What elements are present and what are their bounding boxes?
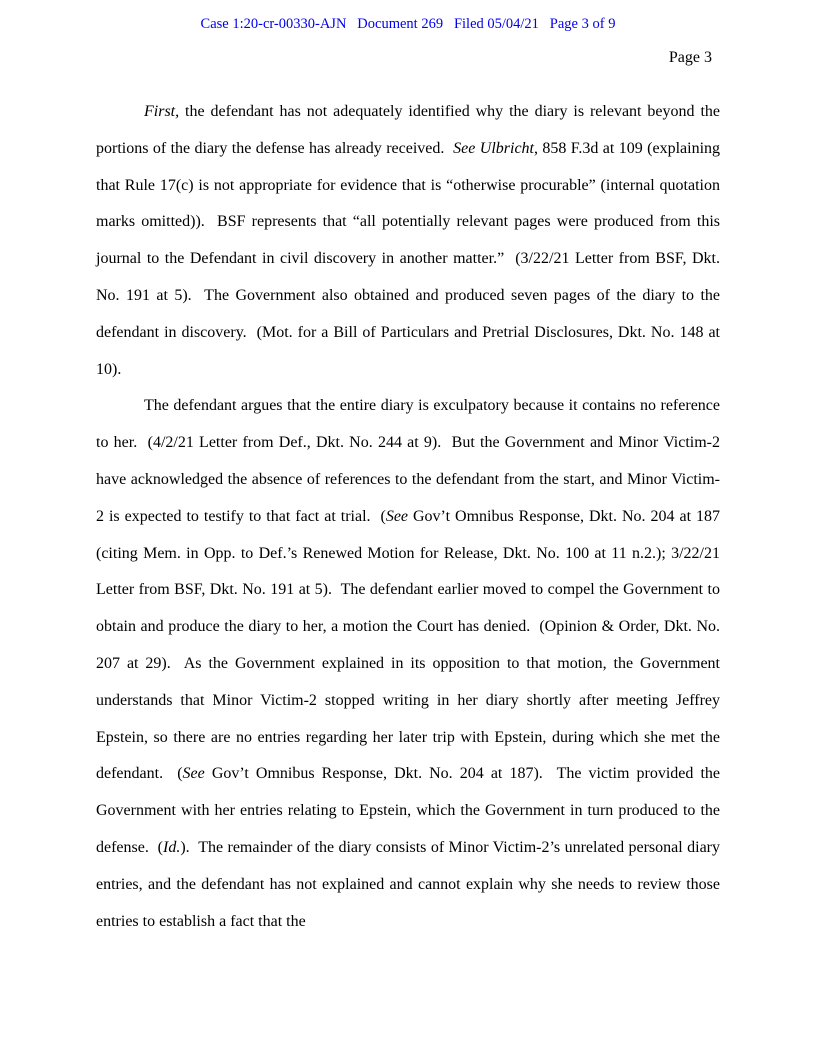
text-run-italic: First, — [144, 103, 180, 120]
document-body — [96, 94, 725, 940]
ecf-header-stamp: Case 1:20-cr-00330-AJN Document 269 Filed 05/04/21 Page 3 of 9 — [200, 16, 616, 32]
text-run: Gov’t Omnibus Response, Dkt. No. 204 at 187 (citing Mem. in Opp. to Def.’s Renewed Motion for Release, Dkt. No. 100 at 11 n.2.); 3/22/21 Letter from BSF, Dkt. No. 191 at 5). The defendant earlier moved to compel the Government to obtain and produce the diary to her, a motion the Court has denied. (Opinion & Order, Dkt. No. 207 at 29). As the Government explained in its opposition to that motion, the Government understands that Minor Victim-2 stopped writing in her diary shortly after meeting Jeffrey Epstein, so there are no entries regarding her later trip with Epstein, during which she met the defendant. ( — [96, 507, 725, 783]
text-run-italic: See — [182, 765, 205, 783]
text-run-italic: Id. — [163, 838, 181, 856]
text-run-italic: See Ulbricht — [453, 139, 534, 157]
text-run: , 858 F.3d at 109 (explaining that Rule 17(c) is not appropriate for evidence that is “otherwise procurable” (internal quotation marks omitted)). BSF represents that “all potentially relevant pages were produced from this journal to the Defendant in civil discovery in another matter.” (3/22/21 Letter from BSF, Dkt. No. 191 at 5). The Government also obtained and produced seven pages of the diary to the defendant in discovery. (Mot. for a Bill of Particulars and Pretrial Disclosures, Dkt. No. 148 at 10). — [96, 139, 725, 378]
paragraph — [96, 94, 725, 388]
text-run: The defendant argues that the entire diary is exculpatory because it contains no reference to her. (4/2/21 Letter from Def., Dkt. No. 244 at 9). But the Government and Minor Victim-2 have acknowledged the absence of references to the defendant from the start, and Minor Victim-2 is expected to testify to that fact at trial. ( — [96, 397, 724, 525]
text-run: the defendant has not adequately identified why the diary is relevant beyond the portions of the diary the defense has already received. — [96, 103, 724, 157]
text-run-italic: See — [385, 507, 409, 525]
paragraph — [96, 388, 725, 940]
text-run: Gov’t Omnibus Response, Dkt. No. 204 at 187). The victim provided the Government with her entries relating to Epstein, which the Government in turn produced to the defense. ( — [96, 765, 725, 856]
text-run: ). The remainder of the diary consists of Minor Victim-2’s unrelated personal diary entries, and the defendant has not explained and cannot explain why she needs to review those entries to establish a fact that the — [96, 838, 724, 930]
page-number: Page 3 — [668, 49, 712, 66]
